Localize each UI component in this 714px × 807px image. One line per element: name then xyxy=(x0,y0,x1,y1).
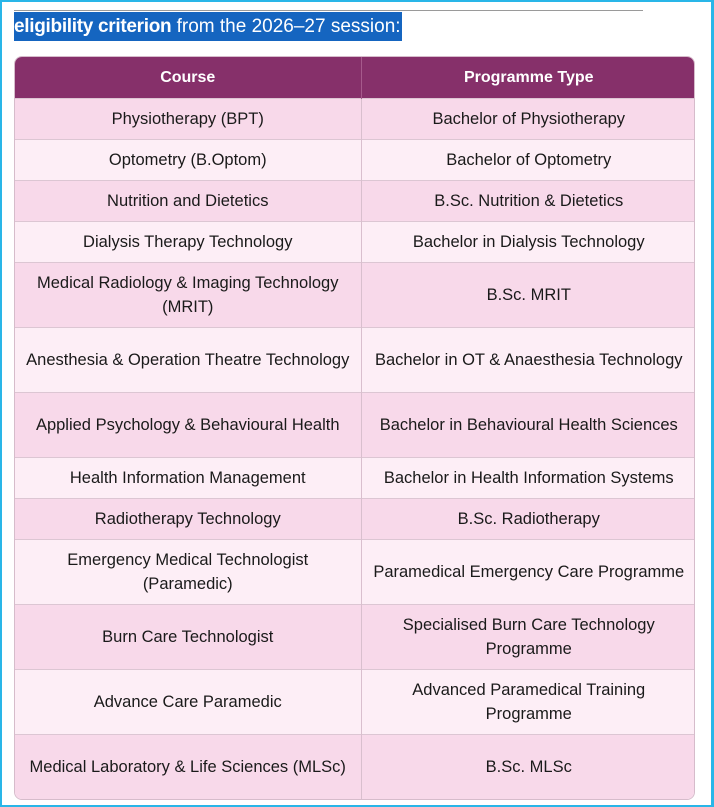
courses-table-container xyxy=(14,56,695,800)
table-header-row xyxy=(15,57,695,99)
course-cell: Applied Psychology & Behavioural Health xyxy=(15,393,361,458)
table-row xyxy=(15,499,695,540)
programme-cell: Bachelor in Behavioural Health Sciences xyxy=(361,393,695,458)
programme-cell: B.Sc. MLSc xyxy=(361,735,695,800)
programme-cell: B.Sc. MRIT xyxy=(361,263,695,328)
course-cell: Advance Care Paramedic xyxy=(15,670,361,735)
intro-bold: eligibility criterion xyxy=(14,16,172,37)
table-row xyxy=(15,540,695,605)
header-programme-type: Programme Type xyxy=(361,57,695,99)
intro-rest: from the 2026–27 session: xyxy=(171,16,401,37)
course-cell: Radiotherapy Technology xyxy=(15,499,361,540)
programme-cell: Specialised Burn Care Technology Programme xyxy=(361,605,695,670)
course-cell: Health Information Management xyxy=(15,458,361,499)
selected-intro-text xyxy=(14,12,402,41)
course-cell: Emergency Medical Technologist (Paramedic) xyxy=(15,540,361,605)
course-cell: Optometry (B.Optom) xyxy=(15,140,361,181)
course-cell: Dialysis Therapy Technology xyxy=(15,222,361,263)
table-row xyxy=(15,140,695,181)
programme-cell: Paramedical Emergency Care Programme xyxy=(361,540,695,605)
table-row xyxy=(15,99,695,140)
course-cell: Physiotherapy (BPT) xyxy=(15,99,361,140)
programme-cell: Bachelor in Health Information Systems xyxy=(361,458,695,499)
course-cell: Medical Laboratory & Life Sciences (MLSc) xyxy=(15,735,361,800)
programme-cell: Bachelor in OT & Anaesthesia Technology xyxy=(361,328,695,393)
course-cell: Burn Care Technologist xyxy=(15,605,361,670)
table-row xyxy=(15,181,695,222)
programme-cell: B.Sc. Radiotherapy xyxy=(361,499,695,540)
table-row xyxy=(15,393,695,458)
table-row xyxy=(15,670,695,735)
courses-table xyxy=(15,57,695,799)
table-row xyxy=(15,605,695,670)
table-row xyxy=(15,222,695,263)
programme-cell: Bachelor of Optometry xyxy=(361,140,695,181)
table-row xyxy=(15,328,695,393)
programme-cell: Advanced Paramedical Training Programme xyxy=(361,670,695,735)
table-row xyxy=(15,735,695,800)
course-cell: Medical Radiology & Imaging Technology (MRIT) xyxy=(15,263,361,328)
course-cell: Nutrition and Dietetics xyxy=(15,181,361,222)
programme-cell: Bachelor in Dialysis Technology xyxy=(361,222,695,263)
course-cell: Anesthesia & Operation Theatre Technology xyxy=(15,328,361,393)
programme-cell: Bachelor of Physiotherapy xyxy=(361,99,695,140)
table-row xyxy=(15,458,695,499)
table-row xyxy=(15,263,695,328)
header-course: Course xyxy=(15,57,361,99)
programme-cell: B.Sc. Nutrition & Dietetics xyxy=(361,181,695,222)
divider-line xyxy=(14,10,643,11)
